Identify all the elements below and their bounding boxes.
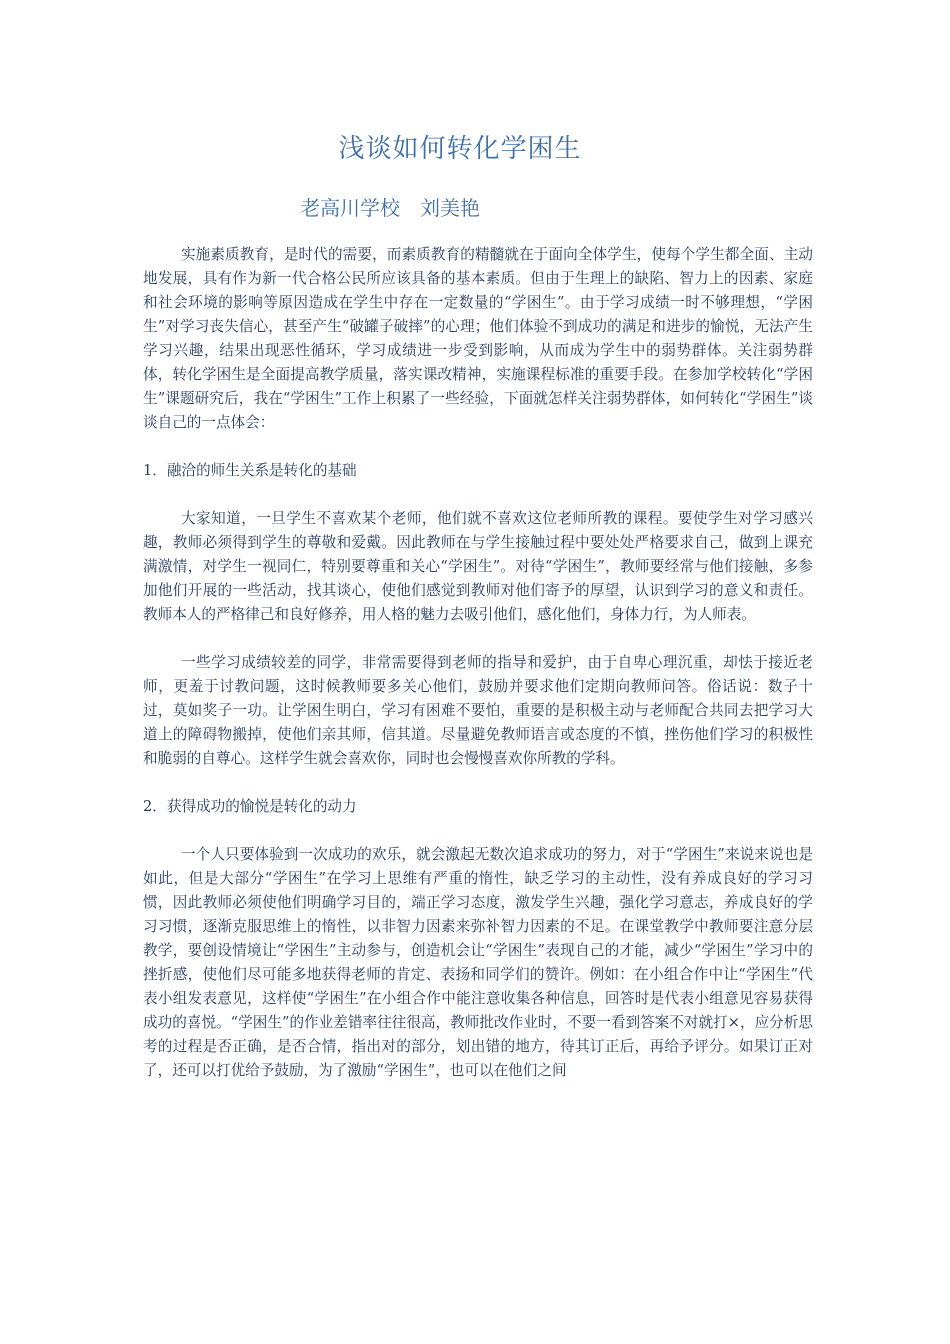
section-1-paragraph-1: 大家知道，一旦学生不喜欢某个老师，他们就不喜欢这位老师所教的课程。要使学生对学习感兴趣，教师必须得到学生的尊敬和爱戴。因此教师在与学生接触过程中要处处严格要求自己，做到上课充满激情，对学生一视同仁，特别要尊重和关心“学困生”。对待“学困生”，教师要经常与他们接触，多参加他们开展的一些活动，找其谈心，使他们感觉到教师对他们寄予的厚望，认识到学习的意义和责任。教师本人的严格律己和良好修养，用人格的魅力去吸引他们，感化他们，身体力行，为人师表。: [143, 510, 813, 623]
author-line: 老高川学校 刘美艳: [300, 196, 480, 220]
section-heading-1: 1．融洽的师生关系是转化的基础: [143, 462, 357, 479]
section-heading-2: 2．获得成功的愉悦是转化的动力: [143, 798, 357, 815]
document-body: [143, 243, 813, 1083]
intro-paragraph: 实施素质教育，是时代的需要，而素质教育的精髓就在于面向全体学生，使每个学生都全面、主动地发展，具有作为新一代合格公民所应该具备的基本素质。但由于生理上的缺陷、智力上的因素、家庭和社会环境的影响等原因造成在学生中存在一定数量的“学困生”。由于学习成绩一时不够理想，“学困生”对学习丧失信心，甚至产生“破罐子破摔”的心理；他们体验不到成功的满足和进步的愉悦，无法产生学习兴趣，结果出现恶性循环，学习成绩进一步受到影响，从而成为学生中的弱势群体。关注弱势群体，转化学困生是全面提高教学质量，落实课改精神，实施课程标准的重要手段。在参加学校转化“学困生”课题研究后，我在“学困生”工作上积累了一些经验，下面就怎样关注弱势群体，如何转化“学困生”谈谈自己的一点体会：: [143, 246, 813, 431]
section-1-paragraph-2: 一些学习成绩较差的同学，非常需要得到老师的指导和爱护，由于自卑心理沉重，却怯于接近老师，更羞于讨教问题，这时候教师要多关心他们，鼓励并要求他们定期向教师问答。俗话说：数子十过，莫如奖子一功。让学困生明白，学习有困难不要怕，重要的是积极主动与老师配合共同去把学习大道上的障碍物搬掉，使他们亲其师，信其道。尽量避免教师语言或态度的不慎，挫伤他们学习的积极性和脆弱的自尊心。这样学生就会喜欢你，同时也会慢慢喜欢你所教的学科。: [143, 654, 813, 767]
section-2-paragraph-1: 一个人只要体验到一次成功的欢乐，就会激起无数次追求成功的努力，对于“学困生”来说来说也是如此，但是大部分“学困生”在学习上思维有严重的惰性，缺乏学习的主动性，没有养成良好的学习习惯，因此教师必须使他们明确学习目的，端正学习态度，激发学生兴趣，强化学习意志，养成良好的学习习惯，逐渐克服思维上的惰性，以非智力因素来弥补智力因素的不足。在课堂教学中教师要注意分层教学，要创设情境让“学困生”主动参与，创造机会让“学困生”表现自己的才能，减少“学困生”学习中的挫折感，使他们尽可能多地获得老师的肯定、表扬和同学们的赞许。例如：在小组合作中让“学困生”代表小组发表意见，这样使“学困生”在小组合作中能注意收集各种信息，回答时是代表小组意见容易获得成功的喜悦。“学困生”的作业差错率往往很高，教师批改作业时，不要一看到答案不对就打×，应分析思考的过程是否正确，是否合情，指出对的部分，划出错的地方，待其订正后，再给予评分。如果订正对了，还可以打优给予鼓励，为了激励“学困生”，也可以在他们之间: [143, 846, 813, 1079]
document-title: 浅谈如何转化学困生: [338, 134, 582, 164]
